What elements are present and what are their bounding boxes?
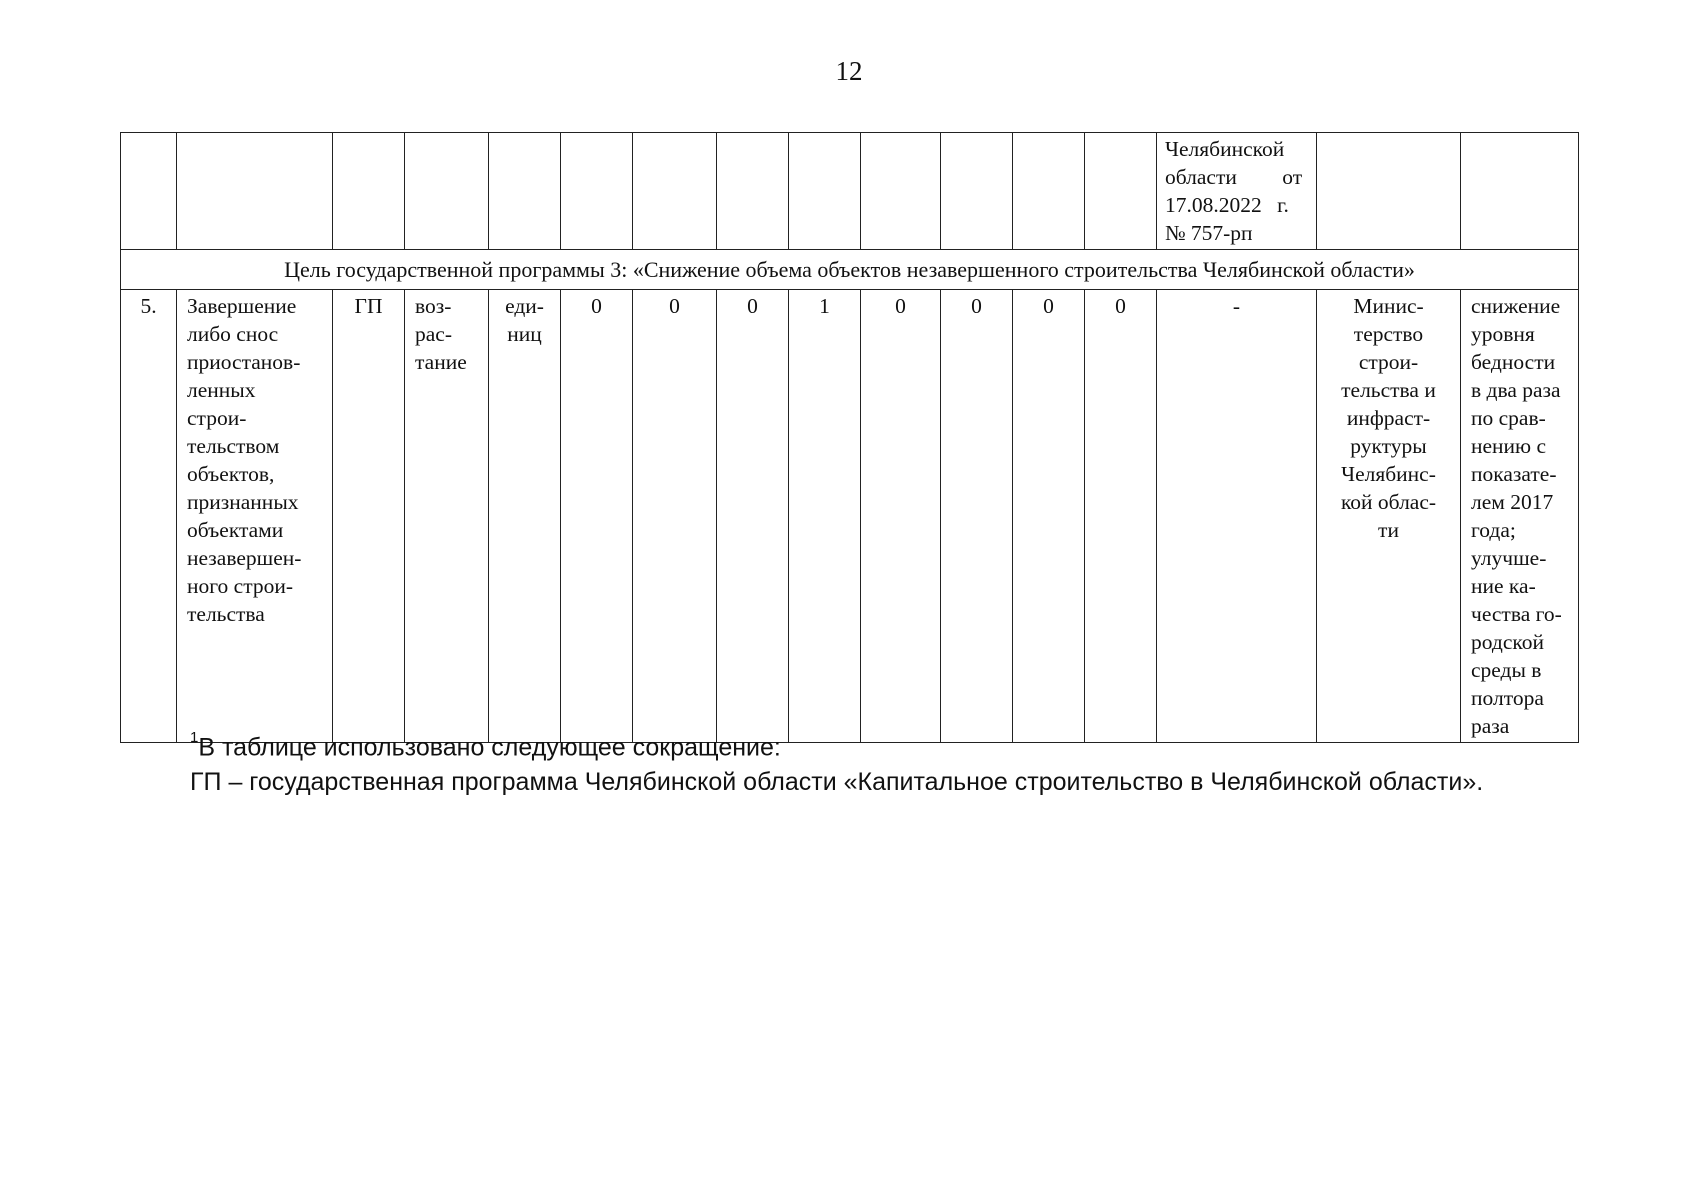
empty-cell <box>405 133 489 250</box>
link-line: года; <box>1471 518 1516 542</box>
link-line: в два раза <box>1471 378 1561 402</box>
national-goal-link-cell <box>1461 290 1579 743</box>
value-cell: 0 <box>941 290 1013 743</box>
direction-line: воз- <box>415 294 452 318</box>
indicator-direction <box>405 290 489 743</box>
link-line: полтора <box>1471 686 1544 710</box>
row-number: 5. <box>121 290 177 743</box>
indicator-name-cell <box>177 290 333 743</box>
empty-cell <box>941 133 1013 250</box>
doc-line: Челябинской <box>1165 137 1285 161</box>
responsible-line: ти <box>1378 518 1399 542</box>
indicator-name-line: объектами <box>187 518 284 542</box>
empty-cell <box>489 133 561 250</box>
link-line: бедности <box>1471 350 1556 374</box>
empty-cell <box>1013 133 1085 250</box>
empty-cell <box>1317 133 1461 250</box>
value-cell: 0 <box>1085 290 1157 743</box>
footnote-text: В таблице использовано следующее сокращение: <box>198 733 781 762</box>
link-line: раза <box>1471 714 1510 738</box>
goal-text: Цель государственной программы 3: «Снижение объема объектов незавершенного строительства Челябинской области» <box>121 250 1579 290</box>
value-cell: 0 <box>633 290 717 743</box>
responsible-line: тельства и <box>1341 378 1436 402</box>
empty-cell <box>121 133 177 250</box>
indicator-name-line: Завершение <box>187 294 297 318</box>
direction-line: рас- <box>415 322 452 346</box>
link-line: лем 2017 <box>1471 490 1554 514</box>
value-cell: 0 <box>1013 290 1085 743</box>
value-cell: 0 <box>561 290 633 743</box>
empty-cell <box>1461 133 1579 250</box>
page-number: 12 <box>835 56 863 86</box>
link-line: нению с <box>1471 434 1547 458</box>
empty-cell <box>561 133 633 250</box>
link-line: среды в <box>1471 658 1542 682</box>
continuation-row <box>121 133 1579 250</box>
doc-line: 17.08.2022 г. <box>1165 193 1289 217</box>
document-continuation-cell <box>1157 133 1317 250</box>
goal-row <box>121 250 1579 290</box>
empty-cell <box>333 133 405 250</box>
link-line: показате- <box>1471 462 1557 486</box>
link-line: снижение <box>1471 294 1561 318</box>
link-line: ние ка- <box>1471 574 1536 598</box>
empty-cell <box>789 133 861 250</box>
responsible-line: кой облас- <box>1340 490 1437 514</box>
value-cell: 0 <box>717 290 789 743</box>
empty-cell <box>717 133 789 250</box>
indicator-name-line: либо снос <box>187 322 279 346</box>
indicator-name-line: ленных <box>187 378 256 402</box>
responsible-line: руктуры <box>1350 434 1427 458</box>
indicator-name-line: строи- <box>187 406 247 430</box>
indicator-level: ГП <box>333 290 405 743</box>
indicator-name-line: тельством <box>187 434 280 458</box>
footnote-line-2: ГП – государственная программа Челябинской области «Капитальное строительство в Челябинской области». <box>190 768 1484 796</box>
document-cell: - <box>1157 290 1317 743</box>
link-line: улучше- <box>1471 546 1547 570</box>
indicator-name-line: признанных <box>187 490 299 514</box>
responsible-line: Минис- <box>1353 294 1424 318</box>
responsible-cell <box>1317 290 1461 743</box>
responsible-line: Челябинс- <box>1341 462 1436 486</box>
indicator-name-line: приостанов- <box>187 350 301 374</box>
doc-line: области от <box>1165 165 1303 189</box>
unit-line: ниц <box>507 322 542 346</box>
unit-line: еди- <box>505 294 544 318</box>
empty-cell <box>1085 133 1157 250</box>
empty-cell <box>633 133 717 250</box>
direction-line: тание <box>415 350 467 374</box>
responsible-line: терство <box>1353 322 1424 346</box>
empty-cell <box>861 133 941 250</box>
indicator-name-line: ного строи- <box>187 574 294 598</box>
footnote-mark: 1 <box>190 729 199 746</box>
indicator-unit <box>489 290 561 743</box>
indicator-name-line: объектов, <box>187 462 275 486</box>
indicator-name-line: тельства <box>187 602 265 626</box>
link-line: уровня <box>1471 322 1535 346</box>
empty-cell <box>177 133 333 250</box>
indicator-name-line: незавершен- <box>187 546 302 570</box>
value-cell: 0 <box>861 290 941 743</box>
value-cell: 1 <box>789 290 861 743</box>
link-line: по срав- <box>1471 406 1546 430</box>
indicators-table <box>120 132 1579 743</box>
table-row <box>121 290 1579 743</box>
responsible-line: инфраст- <box>1346 406 1431 430</box>
responsible-line: строи- <box>1358 350 1419 374</box>
footnote-line-1 <box>190 729 781 762</box>
link-line: чества го- <box>1471 602 1562 626</box>
doc-line: № 757-рп <box>1165 221 1253 245</box>
link-line: родской <box>1471 630 1544 654</box>
